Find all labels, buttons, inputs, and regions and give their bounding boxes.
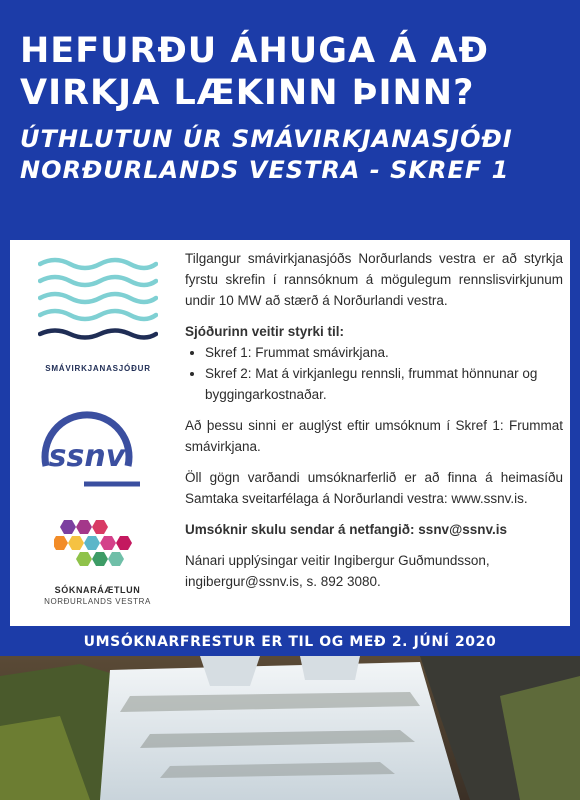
waves-logo-label: SMÁVIRKJANASJÓÐUR	[45, 364, 151, 373]
logo-column	[10, 240, 185, 626]
grants-heading: Sjóðurinn veitir styrki til:	[185, 324, 345, 339]
deadline-banner: UMSÓKNARFRESTUR ER TIL OG MEÐ 2. JÚNÍ 2020	[0, 628, 580, 656]
list-item: • Skref 2: Mat á virkjanlegu rennsli, frummat hönnunar og byggingarkostnaðar.	[205, 363, 563, 405]
body-text	[185, 248, 563, 602]
hex-logo-title: SÓKNARÁÆTLUN	[54, 585, 141, 595]
title-line-1: HEFURÐU ÁHUGA Á AÐ	[20, 31, 489, 71]
waves-icon	[38, 254, 158, 349]
hexagon-cluster-icon	[54, 518, 134, 574]
current-call-paragraph: Að þessu sinni er auglýst eftir umsóknum í Skref 1: Frummat smávirkjana.	[185, 418, 563, 454]
intro-paragraph: Tilgangur smávirkjanasjóðs Norðurlands vestra er að styrkja fyrstu skrefin í rannsóknum á mögulegum rennslisvirkjunum undir 10 MW að stærð á Norðurlandi vestra.	[185, 251, 563, 308]
grants-list	[205, 342, 563, 405]
subtitle-line-2: NORÐURLANDS VESTRA - SKREF 1	[20, 156, 510, 184]
list-item: • Skref 1: Frummat smávirkjana.	[205, 342, 563, 363]
page-title	[20, 30, 560, 114]
waterfall-photo	[0, 656, 580, 800]
hex-logo-subtitle: NORÐURLANDS VESTRA	[44, 597, 151, 606]
email-line: Umsóknir skulu sendar á netfangið: ssnv@ssnv.is	[185, 522, 508, 537]
subtitle-line-1: ÚTHLUTUN ÚR SMÁVIRKJANASJÓÐI	[20, 125, 513, 153]
ssnv-logo-icon	[32, 396, 142, 491]
documents-paragraph: Öll gögn varðandi umsóknarferlið er að finna á heimasíðu Samtaka sveitarfélaga á Norðurlandi vestra: www.ssnv.is.	[185, 470, 563, 506]
header	[0, 0, 580, 228]
content-card	[10, 240, 570, 626]
ssnv-logo-text: ssnv	[48, 439, 126, 474]
page-subtitle	[20, 124, 560, 186]
title-line-2: VIRKJA LÆKINN ÞINN?	[20, 73, 475, 113]
contact-paragraph: Nánari upplýsingar veitir Ingibergur Guðmundsson, ingibergur@ssnv.is, s. 892 3080.	[185, 553, 490, 589]
